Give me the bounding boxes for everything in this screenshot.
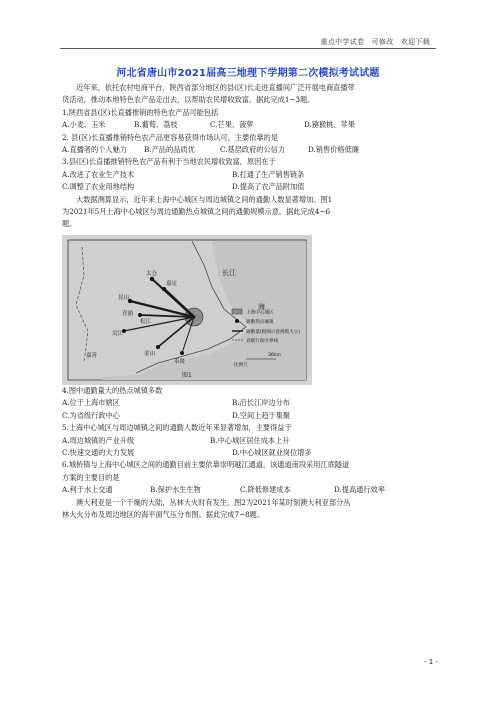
- options-row: [62, 435, 434, 447]
- option: D.空间上趋于集聚: [232, 410, 291, 420]
- option: A.位于上海市辖区: [62, 398, 120, 408]
- options-row: [62, 397, 434, 409]
- question-stem: 1.陕西省县(区)长直播推销的特色农产品可能包括: [62, 107, 219, 117]
- option: C.快速交通的大力发展: [62, 447, 135, 457]
- map-place-label: 嘉定: [166, 280, 178, 287]
- option: A.小麦、玉米: [62, 120, 106, 130]
- option: D.提高了农产品附加值: [232, 182, 305, 192]
- option: C.芒果、菠萝: [210, 120, 254, 130]
- options-row: [62, 144, 434, 156]
- option: B.葡萄、荔枝: [134, 120, 178, 130]
- options-row: [62, 169, 434, 181]
- options-row: [62, 447, 434, 459]
- intro-line: 近年来，依托农村电商平台，陕西省部分地区的县(区)长走进直播间广泛开展电商直播带: [76, 83, 355, 92]
- option: A.利于水上交通: [62, 485, 113, 495]
- option: D.销售价格低廉: [308, 145, 359, 155]
- intro-line: 澳大利亚是一个干燥的大陆，丛林大火时有发生。图2为2021年某时刻澳大利亚部分丛: [76, 497, 351, 507]
- option: B.沿长江岸边分布: [232, 398, 290, 408]
- options-row: [62, 410, 434, 422]
- header-rule: [60, 48, 436, 49]
- document-body: [62, 82, 434, 521]
- question-stem: 2. 县(区)长直播推销特色农产品更容易获得市场认可，主要依靠的是: [62, 132, 279, 142]
- intro-line: 货活动，推动本地特色农产品走出去，以帮助农民增收致富。据此完成1~3题。: [62, 95, 315, 105]
- option: A.改进了农业生产技术: [62, 169, 135, 179]
- map-place-label: 金山: [144, 350, 156, 357]
- option: A.直播者的个人魅力: [62, 145, 127, 155]
- map-place-label: 青浦: [122, 310, 134, 317]
- map-place-label: 吴江: [112, 330, 124, 337]
- legend-label: 省级行政区界线: [246, 338, 279, 344]
- question-stem: 3.县(区)长直播推销特色农产品有利于当地农民增收致富，原因在于: [62, 157, 276, 167]
- legend-label: 通勤量(粗细示意规模大小): [246, 329, 301, 335]
- question-stem: 5.上海中心城区与周边城镇之间的通勤人数近年来显著增加，主要得益于: [62, 423, 292, 433]
- figure-caption: 图1: [182, 371, 192, 379]
- option: C.基层政府的公信力: [220, 145, 286, 155]
- figure-1: [62, 235, 432, 385]
- option: A.周边城镇的产业升级: [62, 435, 135, 445]
- intro-line: 题。: [62, 219, 77, 229]
- intro-line: 为2021年5月上海中心城区与周边通勤热点城镇之间的通勤规模示意。据此完成4~6: [62, 207, 331, 217]
- option: B.打通了生产销售链条: [232, 169, 305, 179]
- page-title: 河北省唐山市2021届高三地理下学期第二次模拟考试试题: [116, 68, 380, 79]
- intro-line: 林大火分布及周边地区的海平面气压分布图。据此完成7~8题。: [62, 509, 265, 519]
- option: D.猕猴桃、苹果: [304, 120, 355, 130]
- map-svg: [62, 235, 312, 385]
- header-text: 重点中学试卷 可修改 欢迎下载: [320, 38, 430, 46]
- options-row: [62, 119, 434, 131]
- option: C.为省级行政中心: [62, 410, 120, 420]
- map-place-label: 奉贤: [174, 358, 186, 365]
- intro-line: 大数据测算显示，近年来上海中心城区与周边城镇之间的通勤人数显著增加。图1: [76, 194, 333, 204]
- option: B.保护水生生物: [150, 485, 201, 495]
- commute-map: [62, 235, 312, 385]
- page-header: [0, 0, 496, 50]
- option: B.中心城区居住成本上升: [210, 435, 290, 445]
- question-stem: 4.图中通勤量大的热点城镇多数: [62, 385, 163, 395]
- scale-value: 36km: [268, 352, 281, 358]
- options-row: [62, 484, 434, 496]
- map-place-label: 嘉善: [86, 352, 98, 359]
- legend-label: 上海中心城区: [246, 310, 274, 316]
- options-row: [62, 181, 434, 193]
- map-place-label: 昆山: [118, 294, 130, 301]
- page-number: - 1 -: [424, 658, 438, 666]
- option: C.调整了农业用地结构: [62, 182, 135, 192]
- map-place-label: 长江: [222, 268, 236, 277]
- question-stem: 6.城桥镇与上海中心城区之间的通勤目前主要依靠崇明越江通道，该通道南段采用江底隧道: [62, 460, 350, 470]
- option: D.中心城区就业岗位增多: [232, 447, 312, 457]
- question-stem: 方案的主要目的是: [62, 472, 120, 482]
- option: D.提高通行效率: [334, 485, 385, 495]
- map-place-label: 海: [258, 302, 265, 311]
- option: B.产品的品质优: [144, 145, 195, 155]
- option: C.降低修建成本: [240, 485, 291, 495]
- map-place-label: 松江: [140, 318, 152, 325]
- scale-label: 比例尺: [234, 362, 248, 368]
- map-place-label: 太仓: [146, 270, 158, 277]
- legend-label: 通勤热点城镇: [246, 319, 274, 325]
